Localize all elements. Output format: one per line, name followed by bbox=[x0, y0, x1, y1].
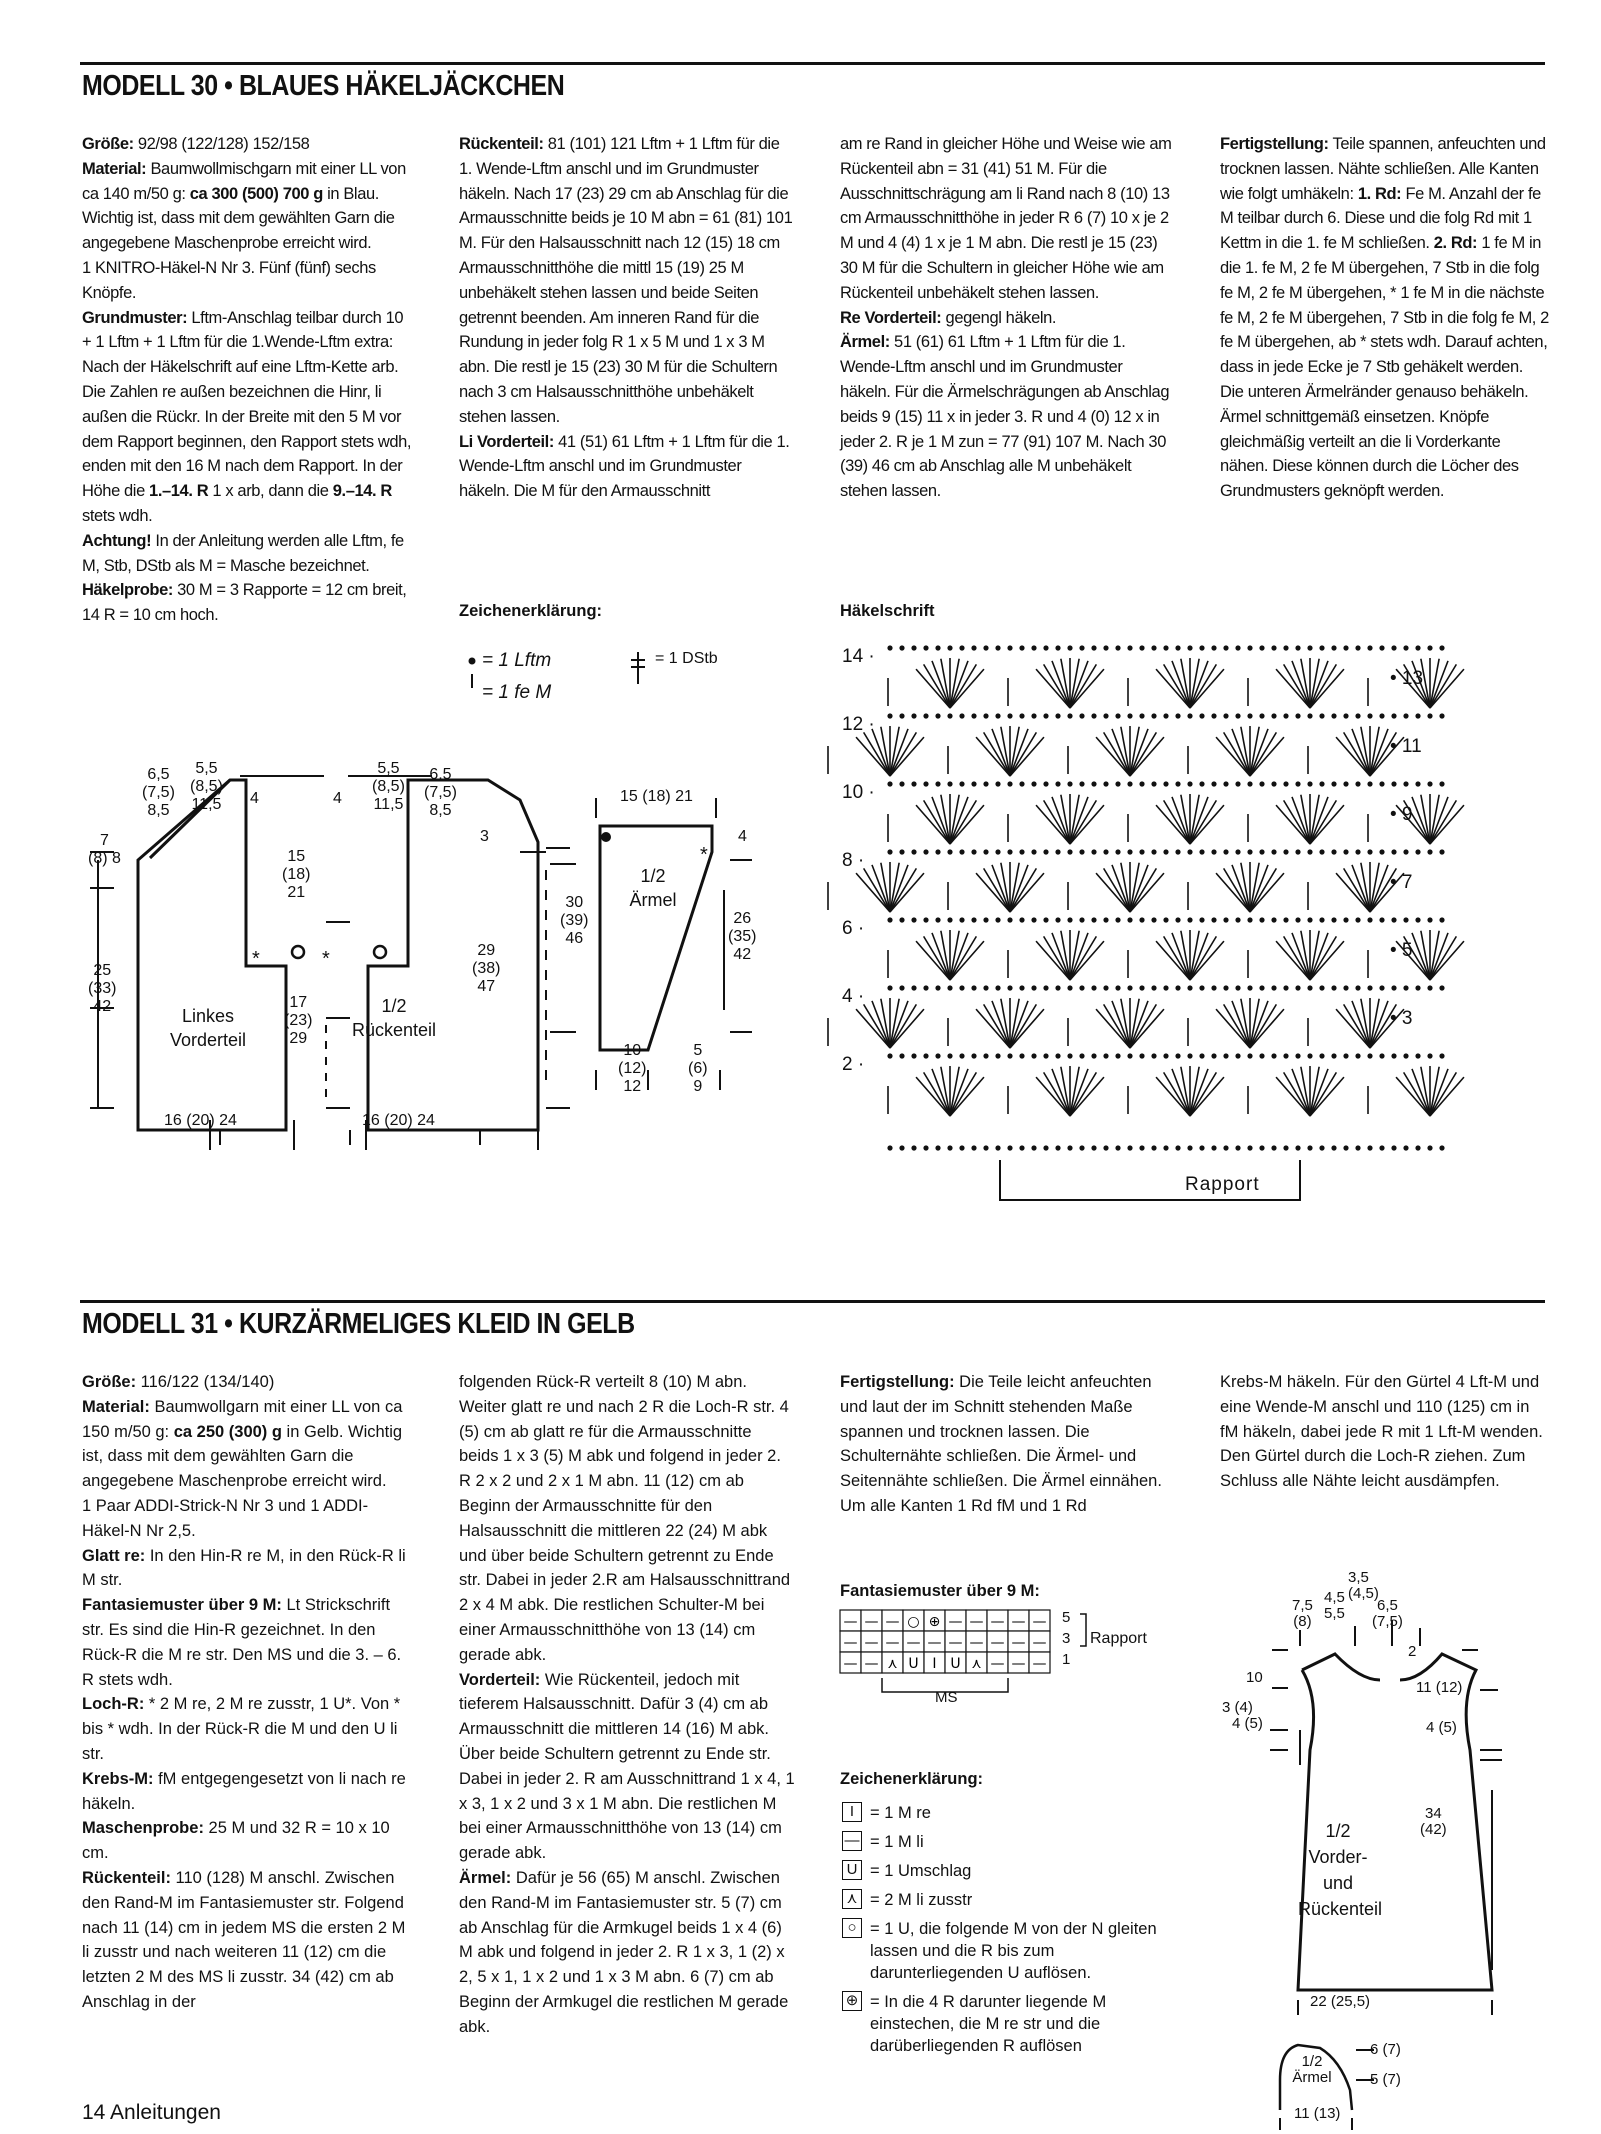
m30-c3-paragraph bbox=[840, 306, 1176, 331]
m31-c2-paragraph bbox=[459, 1668, 795, 1866]
m30-c4-paragraph bbox=[1220, 132, 1550, 504]
text-run: 1 Paar ADDI-Strick-N Nr 3 und 1 ADDI-Häkel-N Nr 2,5. bbox=[82, 1496, 369, 1540]
svg-text:—: — bbox=[948, 1614, 963, 1630]
svg-text:I: I bbox=[932, 1656, 937, 1672]
chart-row-label: 12 · bbox=[842, 714, 875, 735]
text-run: In den Hin-R re M, in den Rück-R li M str. bbox=[82, 1546, 406, 1590]
text-run: 1 x arb, dann die bbox=[208, 482, 333, 501]
sleeve-31-label: 1/2 Ärmel bbox=[1292, 2053, 1332, 2086]
back-label: 1/2 Rückenteil bbox=[351, 996, 437, 1040]
dim-f: 6,5 (7,5) 8,5 bbox=[424, 766, 457, 819]
text-run: 81 (101) 121 Lftm + 1 Lftm für die 1. Wende-Lftm anschl und im Grundmuster häkeln. Nach 17 (23) 29 cm ab Anschlag für die Armausschnitte beids je 10 M abn = 61 (81) 101 M. Für den Halsausschnitt nach 12 (15) 18 cm Armausschnitthöhe die mittl 15 (19) 25 M unbehäkelt stehen lassen und beide Seiten getrennt beenden. Am inneren Rand für die Rundung in jeder folg R 1 x 5 M und 1 x 3 M abn. Die restl je 15 (23) 30 M für die Schultern nach 3 cm Halsausschnitthöhe unbehäkelt stehen lassen. bbox=[459, 135, 793, 426]
legend-row bbox=[842, 1831, 1162, 1853]
legend-text: = 1 U, die folgende M von der N gleiten lassen und die R bis zum darunterliegenden U auflösen. bbox=[870, 1920, 1157, 1982]
bold-term: Li Vorderteil: bbox=[459, 432, 554, 451]
bold-term: Fertigstellung: bbox=[840, 1373, 955, 1391]
dim-31-c: (4,5) bbox=[1348, 1585, 1379, 1602]
dim-j: 25 (33) 42 bbox=[88, 962, 117, 1015]
legend-dstb: = 1 DStb bbox=[655, 650, 718, 667]
bold-term: 1.–14. R bbox=[149, 482, 209, 501]
bold-term: Größe: bbox=[82, 135, 134, 153]
legend-row bbox=[842, 1991, 1162, 2057]
m30-chart-title: Häkelschrift bbox=[840, 602, 935, 620]
svg-text:—: — bbox=[1032, 1614, 1047, 1630]
bold-term: ca 250 (300) g bbox=[173, 1422, 282, 1441]
m30-column-3 bbox=[840, 132, 1176, 504]
bold-term: Glatt re: bbox=[82, 1546, 146, 1565]
text-run: am re Rand in gleicher Höhe und Weise wie am Rückenteil abn = 31 (41) 51 M. Für die Ausschnittschrägung am li Rand nach 8 (10) 13 cm Armausschnitthöhe in jeder R 6 (7) 10 x je 2 M und 4 (4) 1 x je 1 M abn. Die restl je 15 (23) 30 M für die Schultern in gleicher Höhe wie am Rückenteil unbehäkelt stehen lassen. bbox=[840, 135, 1172, 302]
legend-symbol-icon: ○ bbox=[842, 1918, 862, 1938]
dim-a: 6,5 (7,5) 8,5 bbox=[142, 766, 175, 819]
text-run: gegengl häkeln. bbox=[941, 308, 1057, 327]
m31-column-4 bbox=[1220, 1370, 1550, 1494]
dim-31-width: 22 (25,5) bbox=[1310, 1993, 1371, 2010]
dim-31-45: 4 (5) bbox=[1426, 1719, 1457, 1736]
chart-row-label: • 13 bbox=[1390, 668, 1424, 689]
dim-31-b: 4,5 5,5 bbox=[1324, 1589, 1345, 1622]
bold-term: Re Vorderteil: bbox=[840, 308, 942, 327]
bold-term: Fertigstellung: bbox=[1220, 135, 1329, 153]
dim-31-10: 10 bbox=[1246, 1669, 1263, 1686]
svg-text:○: ○ bbox=[907, 1614, 920, 1630]
text-run: 1 KNITRO-Häkel-N Nr 3. Fünf (fünf) sechs Knöpfe. bbox=[82, 258, 376, 302]
m31-c2-paragraph bbox=[459, 1370, 795, 1668]
text-run: Teile spannen, anfeuchten und trocknen lassen. Nähte schließen. Alle Kanten wie folgt umhäkeln: bbox=[1220, 135, 1546, 203]
bold-term: 9.–14. R bbox=[332, 482, 392, 501]
chart-row-label: 2 · bbox=[842, 1054, 865, 1075]
chart-row-label: 10 · bbox=[842, 782, 875, 803]
bold-term: Achtung! bbox=[82, 531, 152, 550]
text-run: fM entgegengesetzt von li nach re häkeln. bbox=[82, 1769, 406, 1813]
chart-row-label: • 9 bbox=[1390, 804, 1413, 825]
legend-text: = 1 M li bbox=[870, 1833, 924, 1851]
bold-term: Ärmel: bbox=[840, 333, 890, 352]
legend-text: = 2 M li zusstr bbox=[870, 1891, 973, 1909]
m31-c1-paragraph bbox=[82, 1544, 412, 1594]
m30-c3-paragraph bbox=[840, 132, 1176, 306]
dim-31-s3: 11 (13) bbox=[1294, 2105, 1341, 2122]
chart-row-label: 8 · bbox=[842, 850, 865, 871]
m31-c4-paragraph bbox=[1220, 1370, 1550, 1494]
m31-c1-paragraph bbox=[82, 1395, 412, 1494]
legend-lftm: = 1 Lftm bbox=[482, 650, 552, 671]
svg-text:—: — bbox=[864, 1635, 879, 1651]
chart-row-label: 14 · bbox=[842, 646, 875, 667]
chart-row-label: 6 · bbox=[842, 918, 865, 939]
sleeve-star: * bbox=[700, 844, 708, 866]
pattern-rapport: Rapport bbox=[1090, 1630, 1147, 1647]
model-30-title: MODELL 30 • BLAUES HÄKELJÄCKCHEN bbox=[82, 70, 565, 102]
bold-term: ca 300 (500) 700 g bbox=[189, 184, 323, 203]
bold-term: Vorderteil: bbox=[459, 1670, 541, 1689]
dim-e: 5,5 (8,5) 11,5 bbox=[372, 760, 405, 813]
svg-text:—: — bbox=[990, 1635, 1005, 1651]
m30-column-1 bbox=[82, 132, 412, 628]
m31-c1-paragraph bbox=[82, 1866, 412, 2015]
m30-c1-paragraph bbox=[82, 578, 412, 628]
dim-l: 29 (38) 47 bbox=[472, 942, 501, 995]
m31-pattern-title: Fantasiemuster über 9 M: bbox=[840, 1582, 1040, 1600]
m31-column-2 bbox=[459, 1370, 795, 2040]
m31-column-3 bbox=[840, 1370, 1176, 1519]
dim-31-s2: 5 (7) bbox=[1370, 2071, 1401, 2088]
svg-text:U: U bbox=[908, 1656, 919, 1672]
width-back: 16 (20) 24 bbox=[362, 1112, 435, 1129]
text-run: * 2 M re, 2 M re zusstr, 1 U*. Von * bis * wdh. In der Rück-R die M und den U li str. bbox=[82, 1695, 401, 1763]
pattern-ms: MS bbox=[935, 1689, 958, 1706]
legend-symbol-icon: U bbox=[842, 1860, 862, 1880]
page-footer: 14 Anleitungen bbox=[82, 2101, 221, 2124]
m30-c1-paragraph bbox=[82, 256, 412, 306]
bold-term: Krebs-M: bbox=[82, 1769, 154, 1788]
svg-text:⊕: ⊕ bbox=[928, 1614, 941, 1630]
piece-label: 1/2 Vorder- und Rückenteil bbox=[1298, 1821, 1383, 1919]
legend-row bbox=[842, 1918, 1162, 1984]
text-run: 51 (61) 61 Lftm + 1 Lftm für die 1. Wende-Lftm anschl und im Grundmuster häkeln. Für die Ärmelschrägungen ab Anschlag beids 9 (15) 11 x in jeder 3. R und 4 (0) 12 x in jeder 2. R je 1 M zun = 77 (91) 107 M. Nach 30 (39) 46 cm ab Anschlag alle M unbehäkelt stehen lassen. bbox=[840, 333, 1170, 501]
svg-text:—: — bbox=[1011, 1656, 1026, 1672]
legend-text: = 1 Umschlag bbox=[870, 1862, 972, 1880]
bold-term: Material: bbox=[82, 159, 147, 178]
svg-text:—: — bbox=[948, 1635, 963, 1651]
legend-row bbox=[842, 1860, 1162, 1882]
dim-c: 4 bbox=[250, 790, 259, 807]
m30-c2-paragraph bbox=[459, 132, 795, 430]
chart-row-label: • 5 bbox=[1390, 940, 1413, 961]
dim-g: 7 (8) 8 bbox=[88, 832, 121, 867]
dim-h: 15 (18) 21 bbox=[282, 848, 311, 901]
legend-row bbox=[842, 1889, 1162, 1911]
m31-legend bbox=[842, 1802, 1162, 2064]
dim-31-d: 6,5 (7,5) bbox=[1372, 1597, 1403, 1630]
svg-text:—: — bbox=[843, 1614, 858, 1630]
m31-c1-paragraph bbox=[82, 1767, 412, 1817]
text-run: 116/122 (134/140) bbox=[136, 1373, 275, 1391]
sleeve-height: 30 (39) 46 bbox=[560, 894, 589, 947]
dim-31-a: 7,5 (8) bbox=[1292, 1597, 1313, 1630]
m31-c1-paragraph bbox=[82, 1494, 412, 1544]
text-run: 30 M = 3 Rapporte = 12 cm breit, 14 R = 10 cm hoch. bbox=[82, 581, 407, 625]
legend-symbol-icon: ⋏ bbox=[842, 1889, 862, 1909]
crochet-chart bbox=[830, 630, 1450, 1230]
text-run: in Gelb. Wichtig ist, dass mit dem gewählten Garn die angegebene Maschenprobe erreicht wird. bbox=[82, 1422, 403, 1491]
m31-legend-title: Zeichenerklärung: bbox=[840, 1770, 984, 1788]
text-run: Baumwollgarn mit einer LL von ca 150 m/50 g: bbox=[82, 1397, 403, 1441]
front-label: Linkes Vorderteil bbox=[169, 1006, 247, 1050]
svg-text:—: — bbox=[1032, 1656, 1047, 1672]
top-rule bbox=[80, 62, 1545, 65]
text-run: 41 (51) 61 Lftm + 1 Lftm für die 1. Wende-Lftm anschl und im Grundmuster häkeln. Die M für den Armausschnitt bbox=[459, 432, 790, 501]
svg-text:—: — bbox=[906, 1635, 921, 1651]
bold-term: Loch-R: bbox=[82, 1695, 145, 1714]
dim-b: 5,5 (8,5) 11,5 bbox=[190, 760, 223, 813]
bold-term: Größe: bbox=[82, 1373, 137, 1391]
m31-c1-paragraph bbox=[82, 1593, 412, 1692]
chart-row-label: • 11 bbox=[1390, 736, 1422, 757]
pattern-row-3: 3 bbox=[1062, 1630, 1071, 1647]
m30-c1-paragraph bbox=[82, 529, 412, 579]
m30-c1-paragraph bbox=[82, 157, 412, 256]
text-run: Dafür je 56 (65) M anschl. Zwischen den Rand-M im Fantasiemuster str. 5 (7) cm ab Anschlag für die Armkugel beids 1 x 4 (6) M abk und folgend in jeder 2. R 1 x 3, 1 (2) x 2, 5 x 1, 1 x 2 und 1 x 3 M abn. 6 (7) cm ab Beginn der Armkugel die restlichen M gerade abk. bbox=[459, 1868, 789, 2036]
sleeve-top: 15 (18) 21 bbox=[620, 788, 693, 805]
rapport-label: Rapport bbox=[1185, 1174, 1260, 1195]
width-front: 16 (20) 24 bbox=[164, 1112, 237, 1129]
legend-symbol-icon: ⊕ bbox=[842, 1991, 862, 2011]
legend-symbol-icon: — bbox=[842, 1831, 862, 1851]
m30-c1-paragraph bbox=[82, 306, 412, 529]
svg-text:—: — bbox=[885, 1614, 900, 1630]
dstb-symbol bbox=[628, 650, 648, 684]
text-run: Krebs-M häkeln. Für den Gürtel 4 Lft-M und eine Wende-M anschl und 110 (125) cm in fM häkeln, dabei jede R mit 1 Lft-M wenden. Den Gürtel durch die Loch-R ziehen. Zum Schluss alle Nähte leicht ausdämpfen. bbox=[1220, 1373, 1543, 1491]
svg-text:—: — bbox=[990, 1614, 1005, 1630]
chart-row-label: • 7 bbox=[1390, 872, 1413, 893]
m30-c3-paragraph bbox=[840, 330, 1176, 504]
dim-31-height: 34 (42) bbox=[1420, 1805, 1447, 1838]
sleeve-right-height: 26 (35) 42 bbox=[728, 910, 757, 963]
chart-row-label: 4 · bbox=[842, 986, 865, 1007]
text-run: Die Teile leicht anfeuchten und laut der im Schnitt stehenden Maße spannen und trocknen lassen. Die Schulternähte schließen. Die Ärmel- und Seitennähte schließen. Die Ärmel einnähen. Um alle Kanten 1 Rd fM und 1 Rd bbox=[840, 1373, 1162, 1515]
chart-row-label: • 3 bbox=[1390, 1008, 1413, 1029]
svg-text:—: — bbox=[969, 1635, 984, 1651]
sleeve-bottom-right: 5 (6) 9 bbox=[688, 1042, 708, 1095]
bold-term: Material: bbox=[82, 1397, 150, 1416]
text-run: Baumwollmischgarn mit einer LL von ca 140 m/50 g: bbox=[82, 159, 406, 203]
m31-c2-paragraph bbox=[459, 1866, 795, 2040]
dim-31-s1: 6 (7) bbox=[1370, 2041, 1401, 2058]
svg-text:⋏: ⋏ bbox=[971, 1656, 982, 1672]
svg-text:—: — bbox=[990, 1656, 1005, 1672]
lftm-symbol bbox=[466, 656, 480, 686]
dim-31-34: 3 (4) 4 (5) bbox=[1222, 1699, 1263, 1732]
legend-row bbox=[842, 1802, 1162, 1824]
bold-term: Fantasiemuster über 9 M: bbox=[82, 1596, 282, 1615]
text-run: 110 (128) M anschl. Zwischen den Rand-M im Fantasiemuster str. Folgend nach 11 (14) cm in jedem MS die ersten 2 M li zusstr und nach weiteren 11 (12) cm die letzten 2 M des MS li zusstr. 34 (42) cm ab Anschlag in der bbox=[82, 1868, 406, 2011]
bold-term: Maschenprobe: bbox=[82, 1819, 204, 1838]
svg-text:—: — bbox=[969, 1614, 984, 1630]
text-run: Lftm-Anschlag teilbar durch 10 + 1 Lftm + 1 Lftm für die 1.Wende-Lftm extra: Nach der Häkelschrift auf eine Lftm-Kette arb. Die Zahlen re außen bezeichnen die Hinr, li außen die Rückr. In der Breite mit den 5 M vor dem Rapport beginnen, den Rapport stets wdh, enden mit den 16 M nach dem Rapport. In der Höhe die bbox=[82, 308, 412, 501]
svg-text:—: — bbox=[1011, 1614, 1026, 1630]
dim-d: 4 bbox=[333, 790, 342, 807]
pattern-row-5: 5 bbox=[1062, 1609, 1071, 1626]
star-2: * bbox=[322, 948, 330, 970]
bold-term: Ärmel: bbox=[459, 1868, 512, 1887]
dim-i: 3 bbox=[480, 828, 489, 845]
text-run: Lt Strickschrift str. Es sind die Hin-R gezeichnet. In den Rück-R die M re str. Den MS und die 3. – 6. R stets wdh. bbox=[82, 1596, 402, 1689]
text-run: 25 M und 32 R = 10 x 10 cm. bbox=[82, 1819, 390, 1863]
m31-c1-paragraph bbox=[82, 1816, 412, 1866]
svg-text:—: — bbox=[864, 1656, 879, 1672]
bold-term: Grundmuster: bbox=[82, 308, 188, 327]
m30-legend-title: Zeichenerklärung: bbox=[459, 602, 603, 620]
text-run: folgenden Rück-R verteilt 8 (10) M abn. Weiter glatt re und nach 2 R die Loch-R str. 4 (5) cm ab glatt re für die Armausschnitte beids 1 x 3 (5) M abk und folgend in jeder 2. R 2 x 2 und 2 x 1 M abn. 11 (12) cm ab Beginn der Armausschnitte für den Halsausschnitt die mittleren 22 (24) M abk und über beide Schultern getrennt zu Ende str. Dabei in jeder 2.R am Halsausschnittrand 2 x 4 M abk. Die restlichen Schulter-M bei einer Armausschnitthöhe von 13 (14) cm gerade abk. bbox=[459, 1373, 791, 1664]
text-run: 1 fe M in die 1. fe M, 2 fe M übergehen, 7 Stb in die folg fe M, 2 fe M übergehen, * 1 fe M in die nächste fe M, 2 fe M übergehen, 7 Stb in die folg fe M, 2 fe M übergehen, ab * stets wdh. Darauf achten, dass in jede Ecke je 7 Stb gehäkelt werden. Die unteren Ärmelränder genauso behäkeln. Ärmel schnittgemäß einsetzen. Knöpfe gleichmäßig verteilt an die li Vorderkante nähen. Diese können durch die Löcher des Grundmusters geknöpft werden. bbox=[1220, 234, 1549, 501]
svg-text:—: — bbox=[1011, 1635, 1026, 1651]
legend-fem: = 1 fe M bbox=[482, 682, 552, 703]
dim-31-top: 3,5 bbox=[1348, 1569, 1369, 1586]
svg-text:—: — bbox=[843, 1635, 858, 1651]
m31-column-1 bbox=[82, 1370, 412, 2015]
legend-text: = In die 4 R darunter liegende M einstechen, die M re str und die darüberliegenden R auflösen bbox=[870, 1993, 1107, 2055]
pattern-row-1: 1 bbox=[1062, 1651, 1071, 1668]
text-run: in Blau. Wichtig ist, dass mit dem gewählten Garn die angegebene Maschenprobe erreicht wird. bbox=[82, 184, 395, 253]
text-run: Wie Rückenteil, jedoch mit tieferem Halsausschnitt. Dafür 3 (4) cm ab Armausschnitt die mittleren 14 (16) M abk. Über beide Schultern getrennt zu Ende str. Dabei in jeder 2. R am Ausschnittrand 1 x 4, 1 x 3, 1 x 2 und 3 x 1 M abn. Die restlichen M bei einer Armausschnitthöhe von 13 (14) cm gerade abk. bbox=[459, 1670, 795, 1863]
dim-31-11: 11 (12) bbox=[1416, 1679, 1463, 1696]
m30-column-4 bbox=[1220, 132, 1550, 504]
svg-text:—: — bbox=[864, 1614, 879, 1630]
text-run: Fe M. Anzahl der fe M teilbar durch 6. Diese und die folg Rd mit 1 Kettm in die 1. fe M schließen. bbox=[1220, 184, 1541, 253]
star-1: * bbox=[252, 948, 260, 970]
text-run: 92/98 (122/128) 152/158 bbox=[133, 135, 310, 153]
bold-term: 1. Rd: bbox=[1357, 184, 1402, 203]
model-31-title: MODELL 31 • KURZÄRMELIGES KLEID IN GELB bbox=[82, 1308, 635, 1340]
m31-c1-paragraph bbox=[82, 1692, 412, 1766]
dim-k: 17 (23) 29 bbox=[284, 994, 313, 1047]
legend-text: = 1 M re bbox=[870, 1804, 931, 1822]
svg-text:U: U bbox=[950, 1656, 961, 1672]
svg-text:—: — bbox=[885, 1635, 900, 1651]
m30-c2-paragraph bbox=[459, 430, 795, 504]
svg-text:—: — bbox=[927, 1635, 942, 1651]
svg-text:—: — bbox=[843, 1656, 858, 1672]
bold-term: Häkelprobe: bbox=[82, 581, 173, 600]
bold-term: 2. Rd: bbox=[1433, 234, 1478, 253]
svg-text:—: — bbox=[1032, 1635, 1047, 1651]
m30-column-2 bbox=[459, 132, 795, 504]
sleeve-label: 1/2 Ärmel bbox=[629, 866, 677, 910]
sleeve-right: 4 bbox=[738, 828, 747, 845]
middle-rule bbox=[80, 1300, 1545, 1303]
svg-text:⋏: ⋏ bbox=[887, 1656, 898, 1672]
legend-symbol-icon: I bbox=[842, 1802, 862, 1822]
m31-c3-paragraph bbox=[840, 1370, 1176, 1519]
bold-term: Rückenteil: bbox=[459, 135, 544, 153]
bold-term: Rückenteil: bbox=[82, 1868, 171, 1887]
dim-31-2: 2 bbox=[1408, 1643, 1417, 1660]
text-run: In der Anleitung werden alle Lftm, fe M, Stb, DStb als M = Masche bezeichnet. bbox=[82, 531, 404, 575]
text-run: stets wdh. bbox=[82, 506, 153, 525]
m31-c1-paragraph bbox=[82, 1370, 412, 1395]
sleeve-bottom: 10 (12) 12 bbox=[618, 1042, 647, 1095]
m30-c1-paragraph bbox=[82, 132, 412, 157]
